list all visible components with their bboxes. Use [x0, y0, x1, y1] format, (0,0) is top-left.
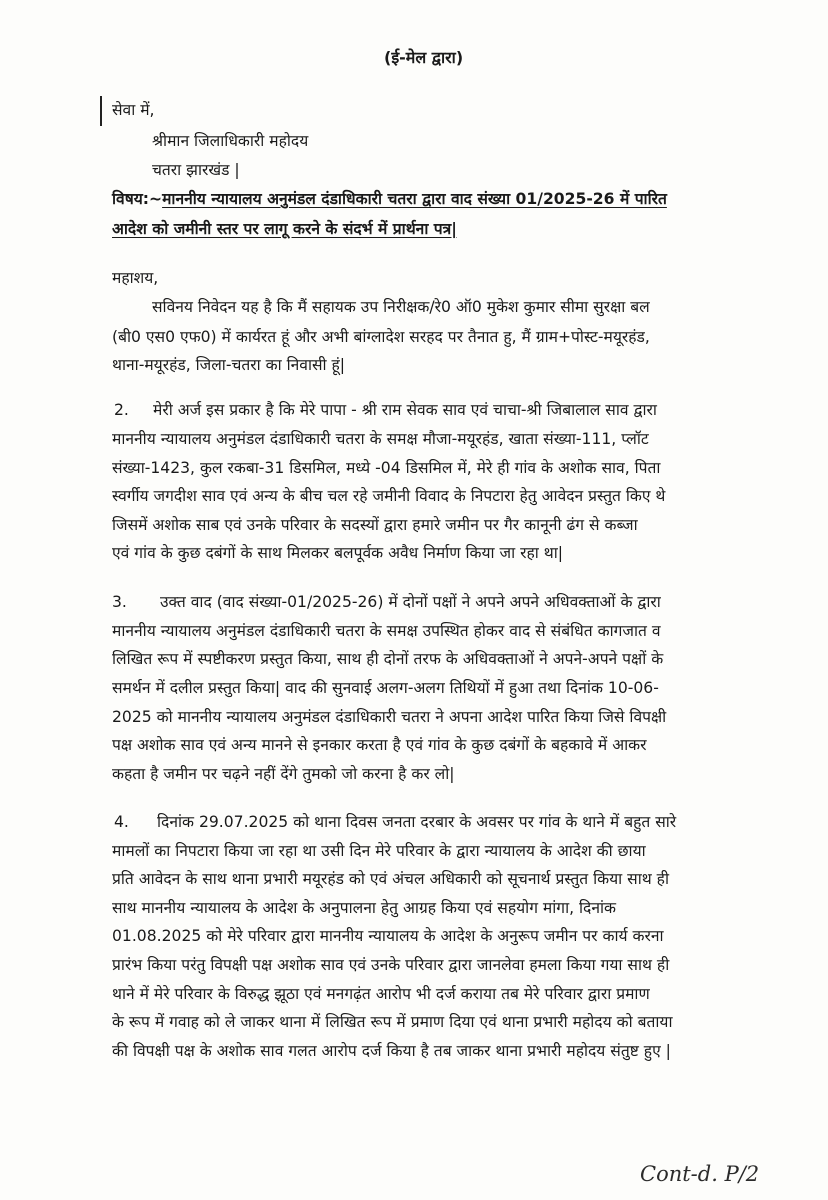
- para4-line: की विपक्षी पक्ष के अशोक साव गलत आरोप दर्ज किया है तब जाकर थाना प्रभारी महोदय संतुष्ट हुए |: [112, 1042, 671, 1060]
- margin-mark: [100, 96, 102, 126]
- para3-line: 2025 को माननीय न्यायालय अनुमंडल दंडाधिकारी चतरा ने अपना आदेश पारित किया जिसे विपक्षी: [112, 708, 667, 726]
- para4-line: प्रारंभ किया परंतु विपक्षी पक्ष अशोक साव एवं उनके परिवार द्वारा जानलेवा हमला किया गया साथ ही: [112, 956, 670, 974]
- recipient-line-2: श्रीमान जिलाधिकारी महोदय: [152, 132, 309, 150]
- continued-note: Cont-d. P/2: [640, 1162, 760, 1186]
- para2-line: एवं गांव के कुछ दबंगों के साथ मिलकर बलपूर्वक अवैध निर्माण किया जा रहा था|: [112, 544, 564, 562]
- para2-line: संख्या-1423, कुल रकबा-31 डिसमिल, मध्ये -04 डिसमिल में, मेरे ही गांव के अशोक साव, पिता: [112, 459, 661, 477]
- para4-line: मामलों का निपटारा किया जा रहा था उसी दिन मेरे परिवार के द्वारा न्यायालय के आदेश की छाया: [112, 842, 646, 860]
- para1-line: थाना-मयूरहंड, जिला-चतरा का निवासी हूं|: [112, 356, 346, 374]
- para2-line: माननीय न्यायालय अनुमंडल दंडाधिकारी चतरा के समक्ष मौजा-मयूरहंड, खाता संख्या-111, प्लॉट: [112, 430, 649, 448]
- subject-line-1: [112, 189, 762, 209]
- subject-text-1: माननीय न्यायालय अनुमंडल दंडाधिकारी चतरा द्वारा वाद संख्या 01/2025-26 में पारित: [162, 190, 667, 208]
- para4-line: दिनांक 29.07.2025 को थाना दिवस जनता दरबार के अवसर पर गांव के थाने में बहुत सारे: [157, 813, 677, 831]
- para3-line: माननीय न्यायालय अनुमंडल दंडाधिकारी चतरा के समक्ष उपस्थित होकर वाद से संबंधित कागजात व: [112, 622, 661, 640]
- para3-number: 3.: [112, 593, 127, 611]
- para3-line: कहता है जमीन पर चढ़ने नहीं देंगे तुमको जो करना है कर लो|: [112, 765, 455, 783]
- para4-line: साथ माननीय न्यायालय के आदेश के अनुपालना हेतु आग्रह किया एवं सहयोग मांगा, दिनांक: [112, 899, 617, 917]
- subject-line-2: आदेश को जमीनी स्तर पर लागू करने के संदर्भ में प्रार्थना पत्र|: [112, 220, 457, 238]
- para2-number: 2.: [114, 401, 129, 419]
- para4-line: के रूप में गवाह को ले जाकर थाना में लिखित रूप में प्रमाण दिया एवं थाना प्रभारी महोदय को बताया: [112, 1013, 673, 1031]
- para3-line: समर्थन में दलील प्रस्तुत किया| वाद की सुनवाई अलग-अलग तिथियों में हुआ तथा दिनांक 10-06-: [112, 679, 659, 697]
- para2-line: स्वर्गीय जगदीश साव एवं अन्य के बीच चल रहे जमीनी विवाद के निपटारा हेतु आवेदन प्रस्तुत किए थे: [112, 487, 666, 505]
- para3-line: लिखित रूप में स्पष्टीकरण प्रस्तुत किया, साथ ही दोनों तरफ के अधिवक्ताओं ने अपने-अपने पक्षों के: [112, 650, 664, 668]
- para3-line: पक्ष अशोक साव एवं अन्य मानने से इनकार करता है एवं गांव के कुछ दबंगों के बहकावे में आकर: [112, 736, 647, 754]
- para2-line: मेरी अर्ज इस प्रकार है कि मेरे पापा - श्री राम सेवक साव एवं चाचा-श्री जिबालाल साव द्वारा: [153, 401, 657, 419]
- para1-line: (बी0 एस0 एफ0) में कार्यरत हूं और अभी बांग्लादेश सरहद पर तैनात हु, मैं ग्राम+पोस्ट-मयूरहंड,: [112, 328, 650, 346]
- delivery-mode-header: (ई-मेल द्वारा): [384, 48, 464, 67]
- para4-number: 4.: [114, 813, 129, 831]
- para4-line: 01.08.2025 को मेरे परिवार द्वारा माननीय न्यायालय के आदेश के अनुरूप जमीन पर कार्य करना: [112, 927, 664, 945]
- para3-line: उक्त वाद (वाद संख्या-01/2025-26) में दोनों पक्षों ने अपने अपने अधिवक्ताओं के द्वारा: [160, 593, 661, 611]
- para2-line: जिसमें अशोक साब एवं उनके परिवार के सदस्यों द्वारा हमारे जमीन पर गैर कानूनी ढंग से कब्जा: [112, 516, 638, 534]
- salutation: महाशय,: [112, 269, 159, 287]
- para1-line: सविनय निवेदन यह है कि मैं सहायक उप निरीक्षक/रे0 ऑ0 मुकेश कुमार सीमा सुरक्षा बल: [152, 298, 650, 316]
- para4-line: थाने में मेरे परिवार के विरुद्ध झूठा एवं मनगढ़ंत आरोप भी दर्ज कराया तब मेरे परिवार द्वारा प्रमाण: [112, 985, 650, 1003]
- para4-line: प्रति आवेदन के साथ थाना प्रभारी मयूरहंड को एवं अंचल अधिकारी को सूचनार्थ प्रस्तुत किया साथ ही: [112, 870, 669, 888]
- recipient-line-1: सेवा में,: [112, 101, 155, 119]
- recipient-line-3: चतरा झारखंड |: [152, 161, 240, 179]
- subject-prefix: विषय:~: [112, 190, 163, 208]
